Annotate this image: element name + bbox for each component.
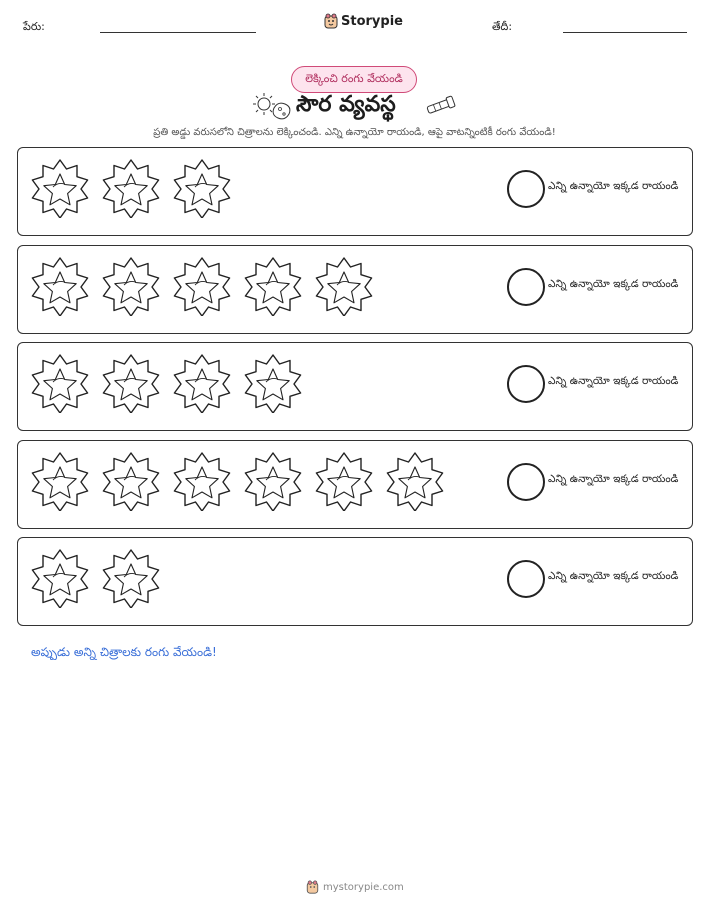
- storypie-logo-icon: [324, 13, 338, 29]
- stars-group: [30, 548, 470, 608]
- star-icon[interactable]: [32, 160, 87, 218]
- star-icon[interactable]: [103, 550, 158, 608]
- name-label: పేరు:: [23, 20, 45, 33]
- star-icon[interactable]: [245, 258, 300, 316]
- answer-circle[interactable]: [507, 463, 545, 501]
- brand-name: Storypie: [341, 13, 403, 29]
- pill-text: లెక్కించి రంగు వేయండి: [305, 71, 403, 85]
- star-icon[interactable]: [32, 453, 87, 511]
- footer-brand: [306, 880, 404, 894]
- answer-circle[interactable]: [507, 268, 545, 306]
- star-icon[interactable]: [103, 453, 158, 511]
- star-icon[interactable]: [32, 550, 87, 608]
- footer-url: mystorypie.com: [323, 881, 404, 893]
- count-row: [17, 537, 693, 626]
- star-icon[interactable]: [245, 453, 300, 511]
- answer-label: ఎన్ని ఉన్నాయో ఇక్కడ రాయండి: [548, 278, 679, 290]
- footer-note: అప్పుడు అన్ని చిత్రాలకు రంగు వేయండి!: [31, 645, 217, 659]
- star-icon[interactable]: [32, 355, 87, 413]
- answer-label: ఎన్ని ఉన్నాయో ఇక్కడ రాయండి: [548, 570, 679, 582]
- star-icon[interactable]: [387, 453, 442, 511]
- star-icon[interactable]: [103, 355, 158, 413]
- answer-circle[interactable]: [507, 560, 545, 598]
- instructions: ప్రతి అడ్డు వరుసలోని చిత్రాలను లెక్కించండి. ఎన్ని ఉన్నాయో రాయండి, ఆపై వాటన్నింటికీ రంగు వేయండి!: [153, 127, 556, 138]
- count-row: [17, 147, 693, 236]
- sun-icon: [253, 93, 275, 115]
- star-icon[interactable]: [316, 453, 371, 511]
- count-row: [17, 245, 693, 334]
- answer-label: ఎన్ని ఉన్నాయో ఇక్కడ రాయండి: [548, 180, 679, 192]
- star-icon[interactable]: [316, 258, 371, 316]
- name-line[interactable]: [100, 32, 256, 33]
- star-icon[interactable]: [174, 355, 229, 413]
- storypie-brand: [324, 13, 403, 29]
- count-row: [17, 342, 693, 431]
- title-row: [0, 92, 709, 124]
- answer-circle[interactable]: [507, 365, 545, 403]
- answer-circle[interactable]: [507, 170, 545, 208]
- storypie-logo-icon: [306, 880, 319, 894]
- count-row: [17, 440, 693, 529]
- asteroid-icon: [273, 103, 290, 119]
- date-label: తేదీ:: [492, 20, 513, 33]
- star-icon[interactable]: [174, 258, 229, 316]
- star-icon[interactable]: [103, 258, 158, 316]
- activity-pill: [291, 66, 417, 93]
- stars-group: [30, 451, 470, 511]
- telescope-icon: [424, 94, 458, 116]
- star-icon[interactable]: [32, 258, 87, 316]
- stars-group: [30, 353, 470, 413]
- stars-group: [30, 256, 470, 316]
- date-line[interactable]: [563, 32, 687, 33]
- star-icon[interactable]: [174, 160, 229, 218]
- star-icon[interactable]: [245, 355, 300, 413]
- page-title: సౌర వ్యవస్థ: [296, 92, 396, 117]
- answer-label: ఎన్ని ఉన్నాయో ఇక్కడ రాయండి: [548, 473, 679, 485]
- stars-group: [30, 158, 470, 218]
- star-icon[interactable]: [103, 160, 158, 218]
- answer-label: ఎన్ని ఉన్నాయో ఇక్కడ రాయండి: [548, 375, 679, 387]
- star-icon[interactable]: [174, 453, 229, 511]
- sun-asteroid-icon: [252, 92, 294, 122]
